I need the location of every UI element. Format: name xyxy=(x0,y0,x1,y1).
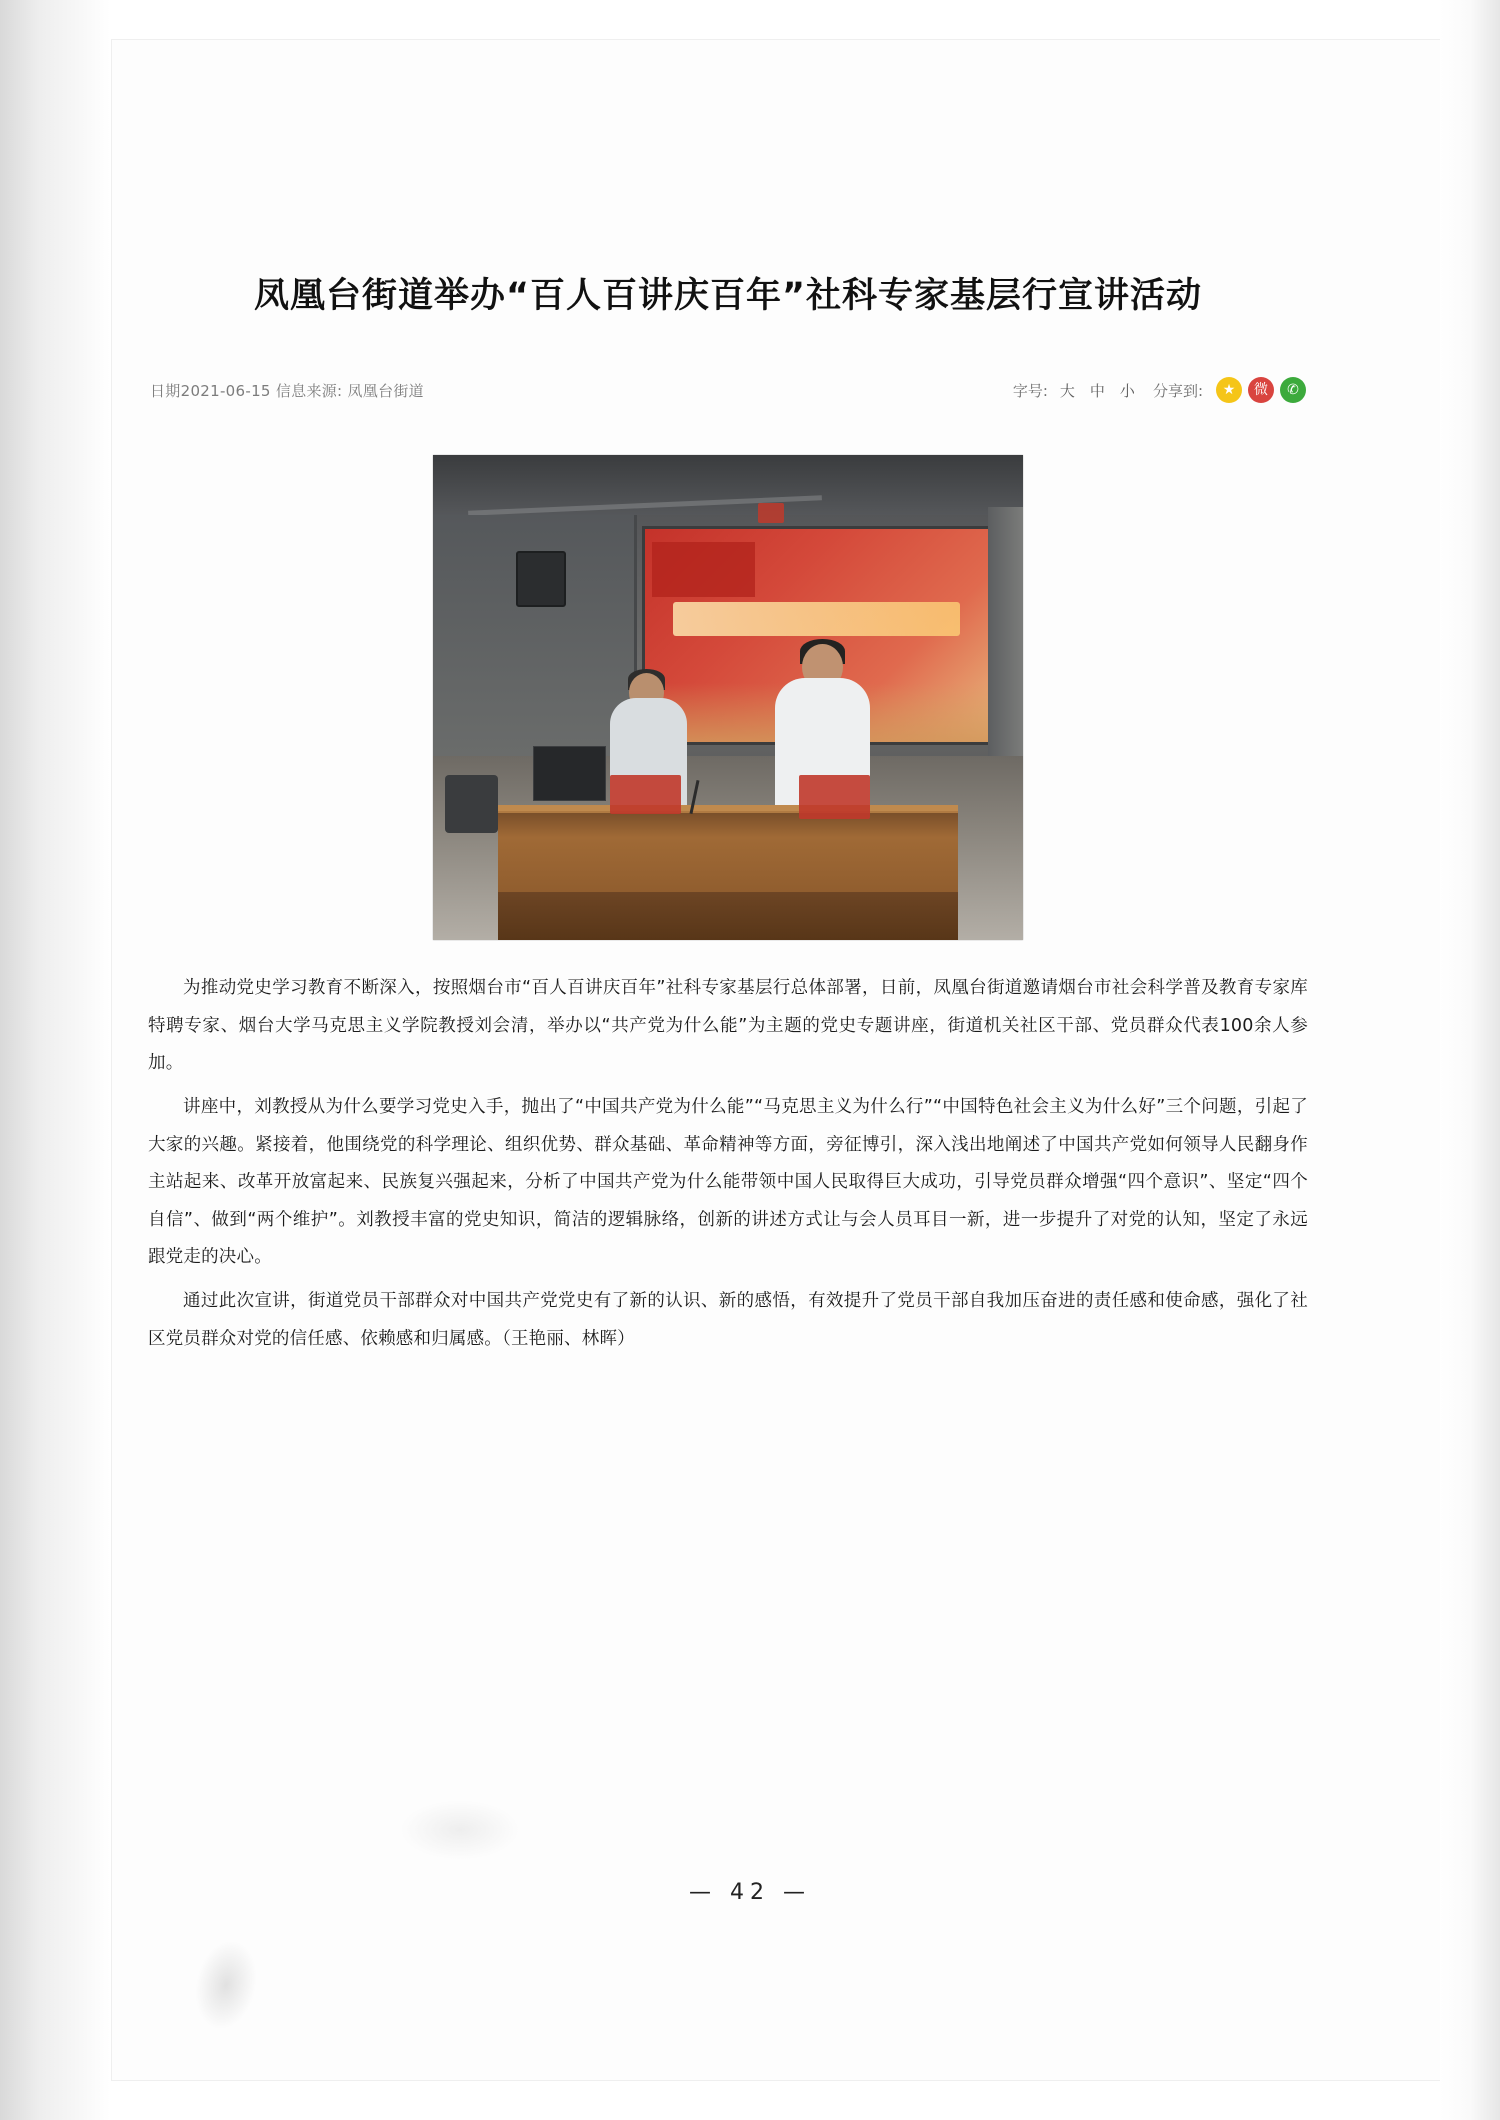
font-size-small-option[interactable]: 小 xyxy=(1119,381,1135,400)
article-paragraph: 通过此次宣讲，街道党员干部群众对中国共产党党史有了新的认识、新的感悟，有效提升了党员干部自我加压奋进的责任感和使命感，强化了社区党员群众对党的信任感、依赖感和归属感。（王艳丽、林晖） xyxy=(148,1291,1308,1349)
page-number: — 42 — xyxy=(689,1880,811,1905)
article-content xyxy=(148,272,1308,1364)
font-size-label: 字号: xyxy=(1012,381,1048,400)
wechat-share-icon[interactable]: ✆ xyxy=(1280,377,1306,403)
photo-ceiling xyxy=(433,455,1023,515)
photo-speaker-box xyxy=(516,551,566,607)
lecture-photo xyxy=(433,455,1023,940)
font-size-medium-option[interactable]: 中 xyxy=(1089,381,1105,400)
share-icon-group xyxy=(1216,377,1306,403)
photo-red-nameplate-left xyxy=(610,775,681,814)
page-title: 凤凰台街道举办“百人百讲庆百年”社科专家基层行宣讲活动 xyxy=(253,276,1202,316)
meta-tools xyxy=(1013,377,1306,403)
article-meta-row xyxy=(148,377,1308,403)
article-paragraph: 为推动党史学习教育不断深入，按照烟台市“百人百讲庆百年”社科专家基层行总体部署，日前，凤凰台街道邀请烟台市社会科学普及教育专家库特聘专家、烟台大学马克思主义学院教授刘会清，举办以“共产党为什么能”为主题的党史专题讲座，街道机关社区干部、党员群众代表100余人参加。 xyxy=(148,978,1308,1074)
share-label: 分享到: xyxy=(1152,381,1203,400)
photo-table-skirt xyxy=(498,892,958,941)
photo-table-edge xyxy=(498,805,958,811)
photo-laptop xyxy=(533,746,606,801)
photo-curtain xyxy=(988,507,1023,775)
photo-exit-sign xyxy=(758,503,784,523)
photo-screen-flag xyxy=(652,542,755,597)
qzone-share-icon[interactable]: ★ xyxy=(1216,377,1242,403)
article-paragraph: 讲座中，刘教授从为什么要学习党史入手，抛出了“中国共产党为什么能”“马克思主义为什么行”“中国特色社会主义为什么好”三个问题，引起了大家的兴趣。紧接着，他围绕党的科学理论、组织优势、群众基础、革命精神等方面，旁征博引，深入浅出地阐述了中国共产党如何领导人民翻身作主站起来、改革开放富起来、民族复兴强起来，分析了中国共产党为什么能带领中国人民取得巨大成功，引导党员群众增强“四个意识”、坚定“四个自信”、做到“两个维护”。刘教授丰富的党史知识，简洁的逻辑脉络，创新的讲述方式让与会人员耳目一新，进一步提升了对党的认知，坚定了永远跟党走的决心。 xyxy=(148,1096,1308,1268)
photo-red-nameplate-right xyxy=(799,775,870,819)
photo-screen-title-text xyxy=(673,602,960,636)
date-and-source: 日期2021-06-15 信息来源: 凤凰台街道 xyxy=(150,381,424,400)
font-size-large-option[interactable]: 大 xyxy=(1059,381,1075,400)
photo-chair xyxy=(445,775,498,833)
weibo-share-icon[interactable]: 微 xyxy=(1248,377,1274,403)
article-photo-wrap xyxy=(433,455,1023,940)
